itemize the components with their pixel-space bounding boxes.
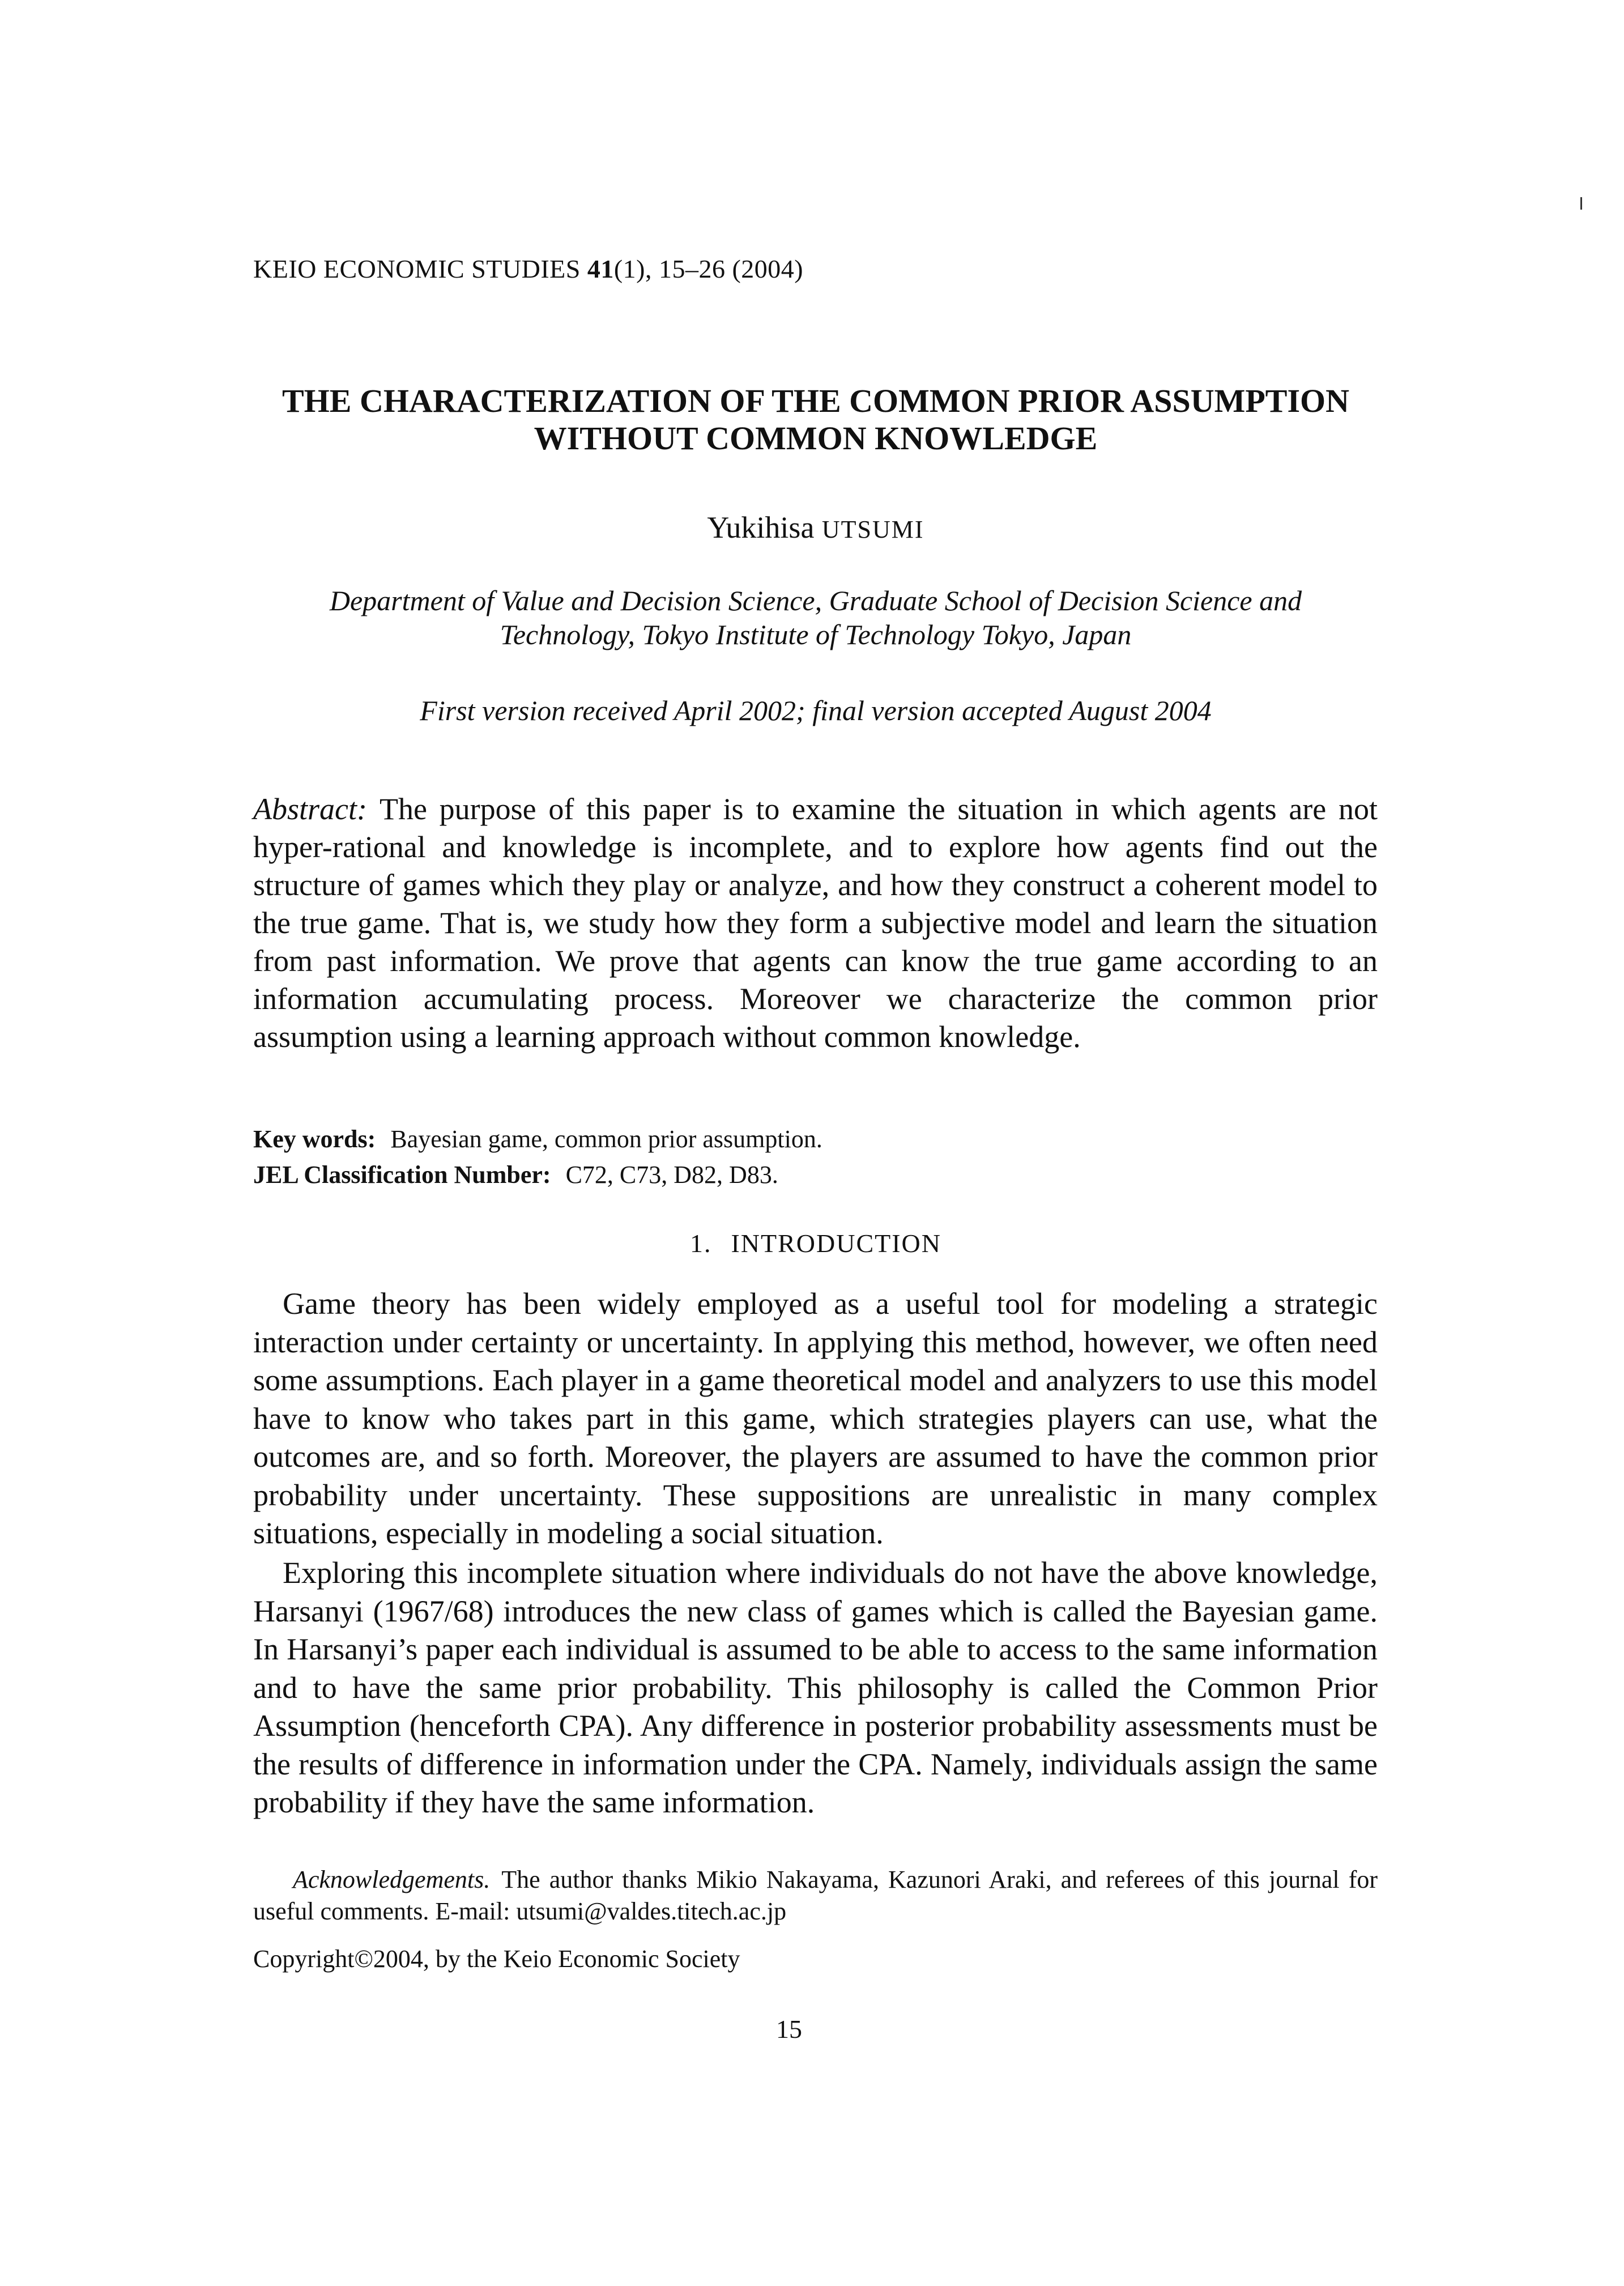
abstract-label: Abstract: bbox=[253, 792, 367, 826]
jel-value: C72, C73, D82, D83. bbox=[565, 1161, 778, 1189]
jel-label: JEL Classification Number: bbox=[253, 1161, 551, 1189]
paragraph: Exploring this incomplete situation where individuals do not have the above knowledge, Harsanyi (1967/68) introduces the new class of games which is called the Bayesian game. In Harsanyi’s paper each individual is assumed to be able to access to the same information and to have the same prior probability. This philosophy is called the Common Prior Assumption (henceforth CPA). Any difference in posterior probability assessments must be the results of difference in information under the CPA. Namely, individuals assign the same probability if they have the same information. bbox=[253, 1556, 1378, 1819]
author-family-name: UTSUMI bbox=[821, 516, 924, 543]
jel-classification bbox=[253, 1160, 778, 1189]
scan-mark bbox=[1580, 197, 1582, 210]
keywords-value: Bayesian game, common prior assumption. bbox=[390, 1125, 822, 1153]
journal-issue: (1), 15–26 (2004) bbox=[613, 254, 804, 283]
paper-title bbox=[249, 382, 1382, 457]
affiliation-line-2: Technology, Tokyo Institute of Technology Tokyo, Japan bbox=[500, 619, 1132, 650]
author-name bbox=[249, 510, 1382, 545]
affiliation-line-1: Department of Value and Decision Science, Graduate School of Decision Science and bbox=[329, 585, 1302, 616]
section-number: 1. bbox=[689, 1229, 712, 1258]
page-number: 15 bbox=[776, 2015, 802, 2044]
keywords bbox=[253, 1125, 822, 1153]
acknowledgements-footnote bbox=[253, 1864, 1378, 1927]
section-heading bbox=[249, 1228, 1382, 1258]
abstract-text: The purpose of this paper is to examine the situation in which agents are not hyper-rational and knowledge is incomplete, and to explore how agents find out the structure of games which they play or analyze, and how they construct a coherent model to the true game. That is, we study how they form a subjective model and learn the situation from past information. We prove that agents can know the true game according to an information accumulating process. Moreover we characterize the common prior assumption using a learning approach without common knowledge. bbox=[253, 792, 1378, 1054]
body-text-block-2 bbox=[253, 1554, 1378, 1822]
acknowledgements-text: The author thanks Mikio Nakayama, Kazunori Araki, and referees of this journal for useful comments. E-mail: utsumi@valdes.titech.ac.jp bbox=[253, 1866, 1378, 1925]
abstract bbox=[253, 790, 1378, 1056]
journal-name: KEIO ECONOMIC STUDIES bbox=[253, 254, 587, 283]
affiliation bbox=[249, 584, 1382, 652]
section-title: INTRODUCTION bbox=[731, 1229, 941, 1258]
paragraph: Game theory has been widely employed as a useful tool for modeling a strategic interaction under certainty or uncertainty. In applying this method, however, we often need some assumptions. Each player in a game theoretical model and analyzers to use this model have to know who takes part in this game, which strategies players can use, what the outcomes are, and so forth. Moreover, the players are assumed to have the common prior probability under uncertainty. These suppositions are unrealistic in many complex situations, especially in modeling a social situation. bbox=[253, 1287, 1378, 1550]
author-given-name: Yukihisa bbox=[707, 510, 822, 544]
journal-header bbox=[253, 254, 803, 284]
received-dates: First version received April 2002; final version accepted August 2004 bbox=[420, 695, 1212, 726]
journal-volume: 41 bbox=[587, 254, 614, 283]
keywords-label: Key words: bbox=[253, 1125, 376, 1153]
title-line-2: WITHOUT COMMON KNOWLEDGE bbox=[534, 420, 1098, 457]
copyright-notice: Copyright©2004, by the Keio Economic Society bbox=[253, 1945, 740, 1973]
title-line-1: THE CHARACTERIZATION OF THE COMMON PRIOR ASSUMPTION bbox=[282, 382, 1350, 419]
acknowledgements-label: Acknowledgements. bbox=[293, 1866, 491, 1893]
body-text-block-1 bbox=[253, 1285, 1378, 1553]
